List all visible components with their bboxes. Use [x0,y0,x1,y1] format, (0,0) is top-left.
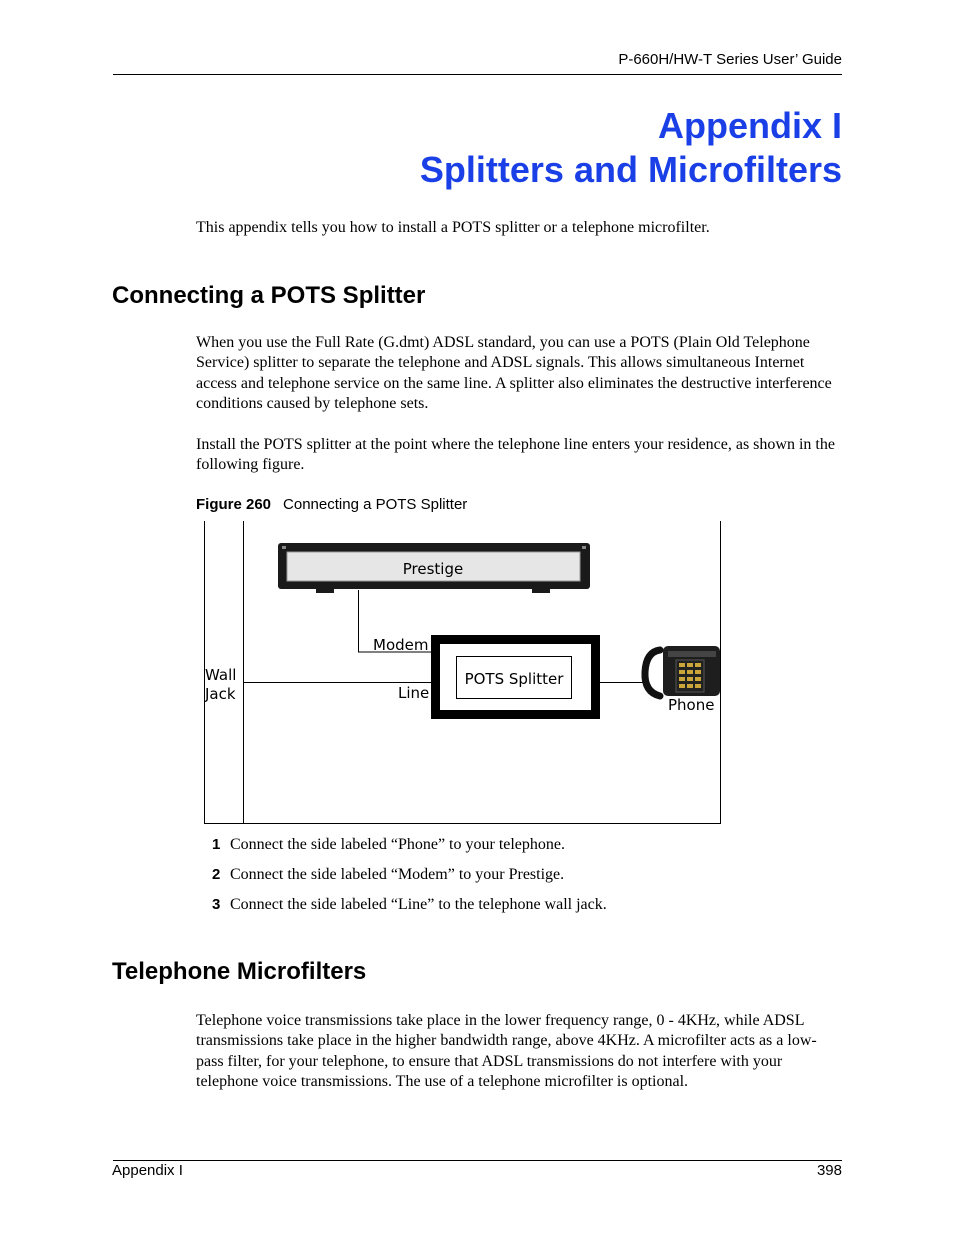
step-number: 1 [212,836,221,853]
figure-caption-text: Connecting a POTS Splitter [283,496,468,513]
pots-splitter-box [431,635,600,719]
footer-section: Appendix I [112,1162,183,1179]
splitter-label: POTS Splitter [464,670,564,688]
pots-paragraph-1: When you use the Full Rate (G.dmt) ADSL standard, you can use a POTS (Plain Old Telephone Service) splitter to separate the telephone and ADSL signals. This allows simultaneous Internet access and telephone service on the same line. A splitter also eliminates the destructive interference conditions caused by telephone sets. [196,334,832,413]
telephone-icon [645,646,720,696]
figure-number: Figure 260 [196,496,272,513]
pots-paragraph-2: Install the POTS splitter at the point where the telephone line enters your residence, as shown in the following figure. [196,436,835,474]
section-heading-pots: Connecting a POTS Splitter [112,282,426,309]
step-number: 3 [212,896,221,913]
wall-label: Wall [205,666,237,684]
microfilter-paragraph: Telephone voice transmissions take place in the lower frequency range, 0 - 4KHz, while ADSL transmissions take place in the higher bandwidth range, above 4KHz. A microfilter acts as a low-pass filter, for your telephone, to ensure that ADSL transmissions do not interfere with your telephone voice transmissions. The use of a telephone microfilter is optional. [196,1012,817,1091]
appendix-subtitle: Splitters and Microfilters [419,149,842,190]
step-text: Connect the side labeled “Line” to the telephone wall jack. [230,896,607,913]
list-item [212,896,607,914]
prestige-label: Prestige [402,560,464,578]
line-label: Line [398,684,430,702]
phone-label: Phone [668,696,715,714]
intro-paragraph: This appendix tells you how to install a POTS splitter or a telephone microfilter. [196,219,710,236]
step-number: 2 [212,866,221,883]
list-item [212,836,565,854]
appendix-title: Appendix I [657,105,842,146]
footer-rule [113,1160,842,1161]
modem-label: Modem [373,636,429,654]
section-heading-microfilters: Telephone Microfilters [112,958,367,985]
step-text: Connect the side labeled “Phone” to your telephone. [230,836,566,853]
prestige-device [278,543,590,593]
running-header: P-660H/HW-T Series User’ Guide [618,51,842,68]
page-number: 398 [816,1162,842,1179]
step-text: Connect the side labeled “Modem” to your Prestige. [230,866,565,883]
list-item [212,866,564,884]
jack-label: Jack [205,685,236,703]
